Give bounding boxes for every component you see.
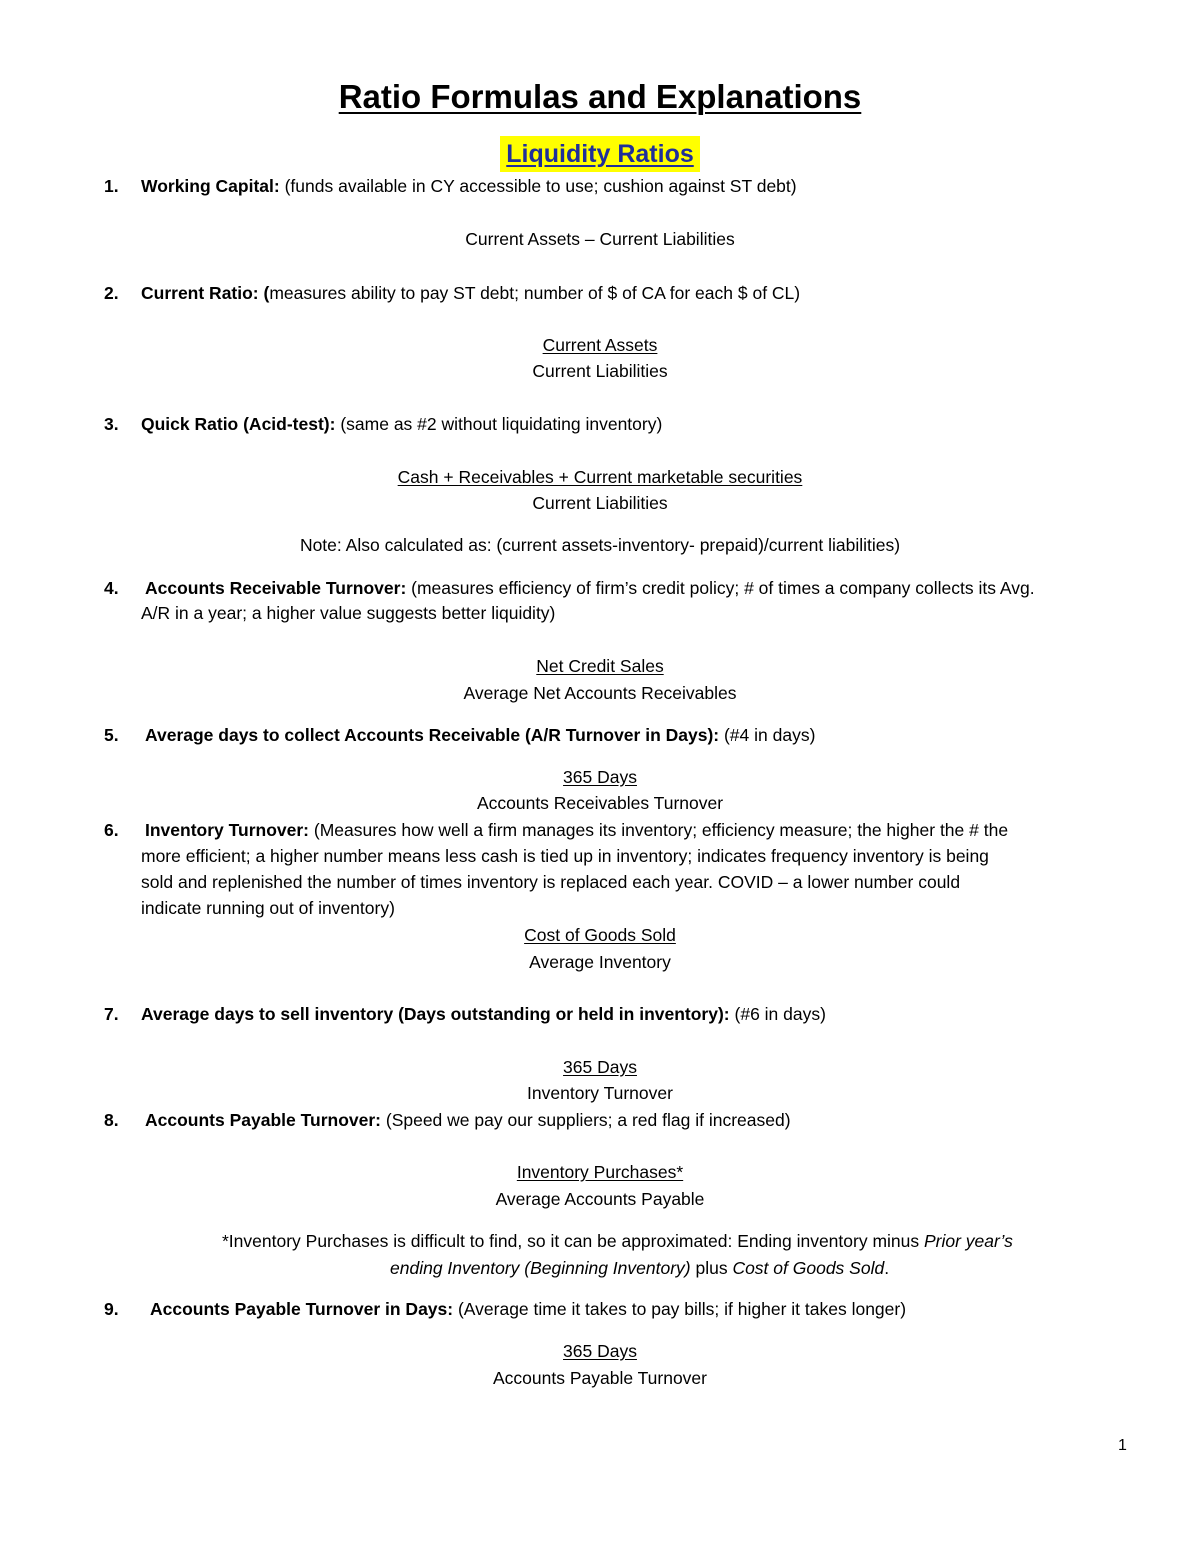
- page-title: Ratio Formulas and Explanations: [338, 78, 862, 115]
- item-2-number: 2.: [104, 283, 119, 303]
- section-title: Liquidity Ratios: [500, 136, 700, 172]
- item-8-footnote-line1: [222, 1231, 1013, 1252]
- item-3-desc: (same as #2 without liquidating inventory): [335, 414, 663, 434]
- item-3-numerator-text: Cash + Receivables + Current marketable securities: [397, 467, 803, 487]
- item-3-numerator: [0, 467, 1200, 488]
- item-7-numerator: [0, 1057, 1200, 1078]
- item-4-numerator-text: Net Credit Sales: [536, 656, 664, 676]
- section-heading: [0, 136, 1200, 172]
- item-3-heading: [141, 414, 662, 435]
- item-6-name: Inventory Turnover:: [145, 820, 310, 840]
- item-5-heading: [145, 725, 815, 746]
- item-7-heading: [141, 1004, 826, 1025]
- item-2-desc: measures ability to pay ST debt; number of $ of CA for each $ of CL): [269, 283, 801, 303]
- item-4-number: 4.: [104, 578, 119, 598]
- item-8-numerator: [0, 1162, 1200, 1183]
- item-6-desc-line3: sold and replenished the number of times inventory is replaced each year. COVID – a lower number could: [141, 872, 961, 892]
- item-8-footnote-line2: [390, 1258, 889, 1279]
- item-1-formula: Current Assets – Current Liabilities: [465, 229, 735, 249]
- item-1-heading: [141, 176, 797, 197]
- item-6-denominator: Average Inventory: [529, 952, 671, 972]
- item-6-numerator-text: Cost of Goods Sold: [524, 925, 676, 945]
- item-2-name: Current Ratio: (: [141, 283, 270, 303]
- item-7-name: Average days to sell inventory (Days outstanding or held in inventory):: [141, 1004, 730, 1024]
- item-8-desc: (Speed we pay our suppliers; a red flag if increased): [381, 1110, 791, 1130]
- item-2-numerator: [0, 335, 1200, 356]
- item-7-denominator: Inventory Turnover: [527, 1083, 673, 1103]
- footnote-text-e: Cost of Goods Sold: [732, 1258, 885, 1278]
- item-8-number: 8.: [104, 1110, 119, 1130]
- item-4-desc: (measures efficiency of firm’s credit policy; # of times a company collects its Avg.: [406, 578, 1035, 598]
- item-7-number: 7.: [104, 1004, 119, 1024]
- item-9-name: Accounts Payable Turnover in Days:: [150, 1299, 454, 1319]
- item-9-heading: [150, 1299, 906, 1320]
- item-4-heading: [145, 578, 1035, 599]
- item-1-desc: (funds available in CY accessible to use; cushion against ST debt): [279, 176, 797, 196]
- footnote-text-b: Prior year’s: [924, 1231, 1013, 1251]
- footnote-text-c: ending Inventory (Beginning Inventory): [390, 1258, 691, 1278]
- item-6-number: 6.: [104, 820, 119, 840]
- item-5-denominator: Accounts Receivables Turnover: [476, 793, 724, 813]
- item-4-name: Accounts Receivable Turnover:: [145, 578, 407, 598]
- footnote-text-d: plus: [690, 1258, 733, 1278]
- footnote-text-a: *Inventory Purchases is difficult to find, so it can be approximated: Ending inventory minus: [222, 1231, 924, 1251]
- item-2-denominator: Current Liabilities: [532, 361, 668, 381]
- item-7-desc: (#6 in days): [729, 1004, 826, 1024]
- item-6-desc: (Measures how well a firm manages its inventory; efficiency measure; the higher the # the: [309, 820, 1009, 840]
- item-9-numerator-text: 365 Days: [563, 1341, 637, 1361]
- item-5-numerator: [0, 767, 1200, 788]
- item-5-number: 5.: [104, 725, 119, 745]
- item-6-numerator: [0, 925, 1200, 946]
- item-9-number: 9.: [104, 1299, 119, 1319]
- item-3-number: 3.: [104, 414, 119, 434]
- item-1-number: 1.: [104, 176, 119, 196]
- item-9-desc: (Average time it takes to pay bills; if higher it takes longer): [453, 1299, 907, 1319]
- item-4-numerator: [0, 656, 1200, 677]
- item-2-numerator-text: Current Assets: [542, 335, 658, 355]
- item-6-desc-line4: indicate running out of inventory): [141, 898, 395, 918]
- item-9-numerator: [0, 1341, 1200, 1362]
- footnote-text-f: .: [884, 1258, 890, 1278]
- item-3-name: Quick Ratio (Acid-test):: [141, 414, 336, 434]
- item-3-note: Note: Also calculated as: (current assets-inventory- prepaid)/current liabilities): [299, 535, 901, 555]
- item-5-numerator-text: 365 Days: [563, 767, 637, 787]
- item-2-heading: [141, 283, 800, 304]
- item-4-denominator: Average Net Accounts Receivables: [463, 683, 737, 703]
- item-6-heading: [145, 820, 1008, 841]
- item-5-desc: (#4 in days): [719, 725, 816, 745]
- item-3-denominator: Current Liabilities: [532, 493, 668, 513]
- item-8-numerator-text: Inventory Purchases*: [516, 1162, 684, 1182]
- page-number: 1: [1118, 1437, 1127, 1454]
- item-5-name: Average days to collect Accounts Receivable (A/R Turnover in Days):: [145, 725, 720, 745]
- item-4-desc-cont: A/R in a year; a higher value suggests better liquidity): [141, 603, 556, 623]
- item-8-denominator: Average Accounts Payable: [495, 1189, 705, 1209]
- item-6-desc-line2: more efficient; a higher number means less cash is tied up in inventory; indicates frequency inventory is being: [141, 846, 989, 866]
- item-7-numerator-text: 365 Days: [563, 1057, 637, 1077]
- item-8-heading: [145, 1110, 791, 1131]
- item-9-denominator: Accounts Payable Turnover: [492, 1368, 707, 1388]
- item-1-name: Working Capital:: [141, 176, 280, 196]
- item-8-name: Accounts Payable Turnover:: [145, 1110, 381, 1130]
